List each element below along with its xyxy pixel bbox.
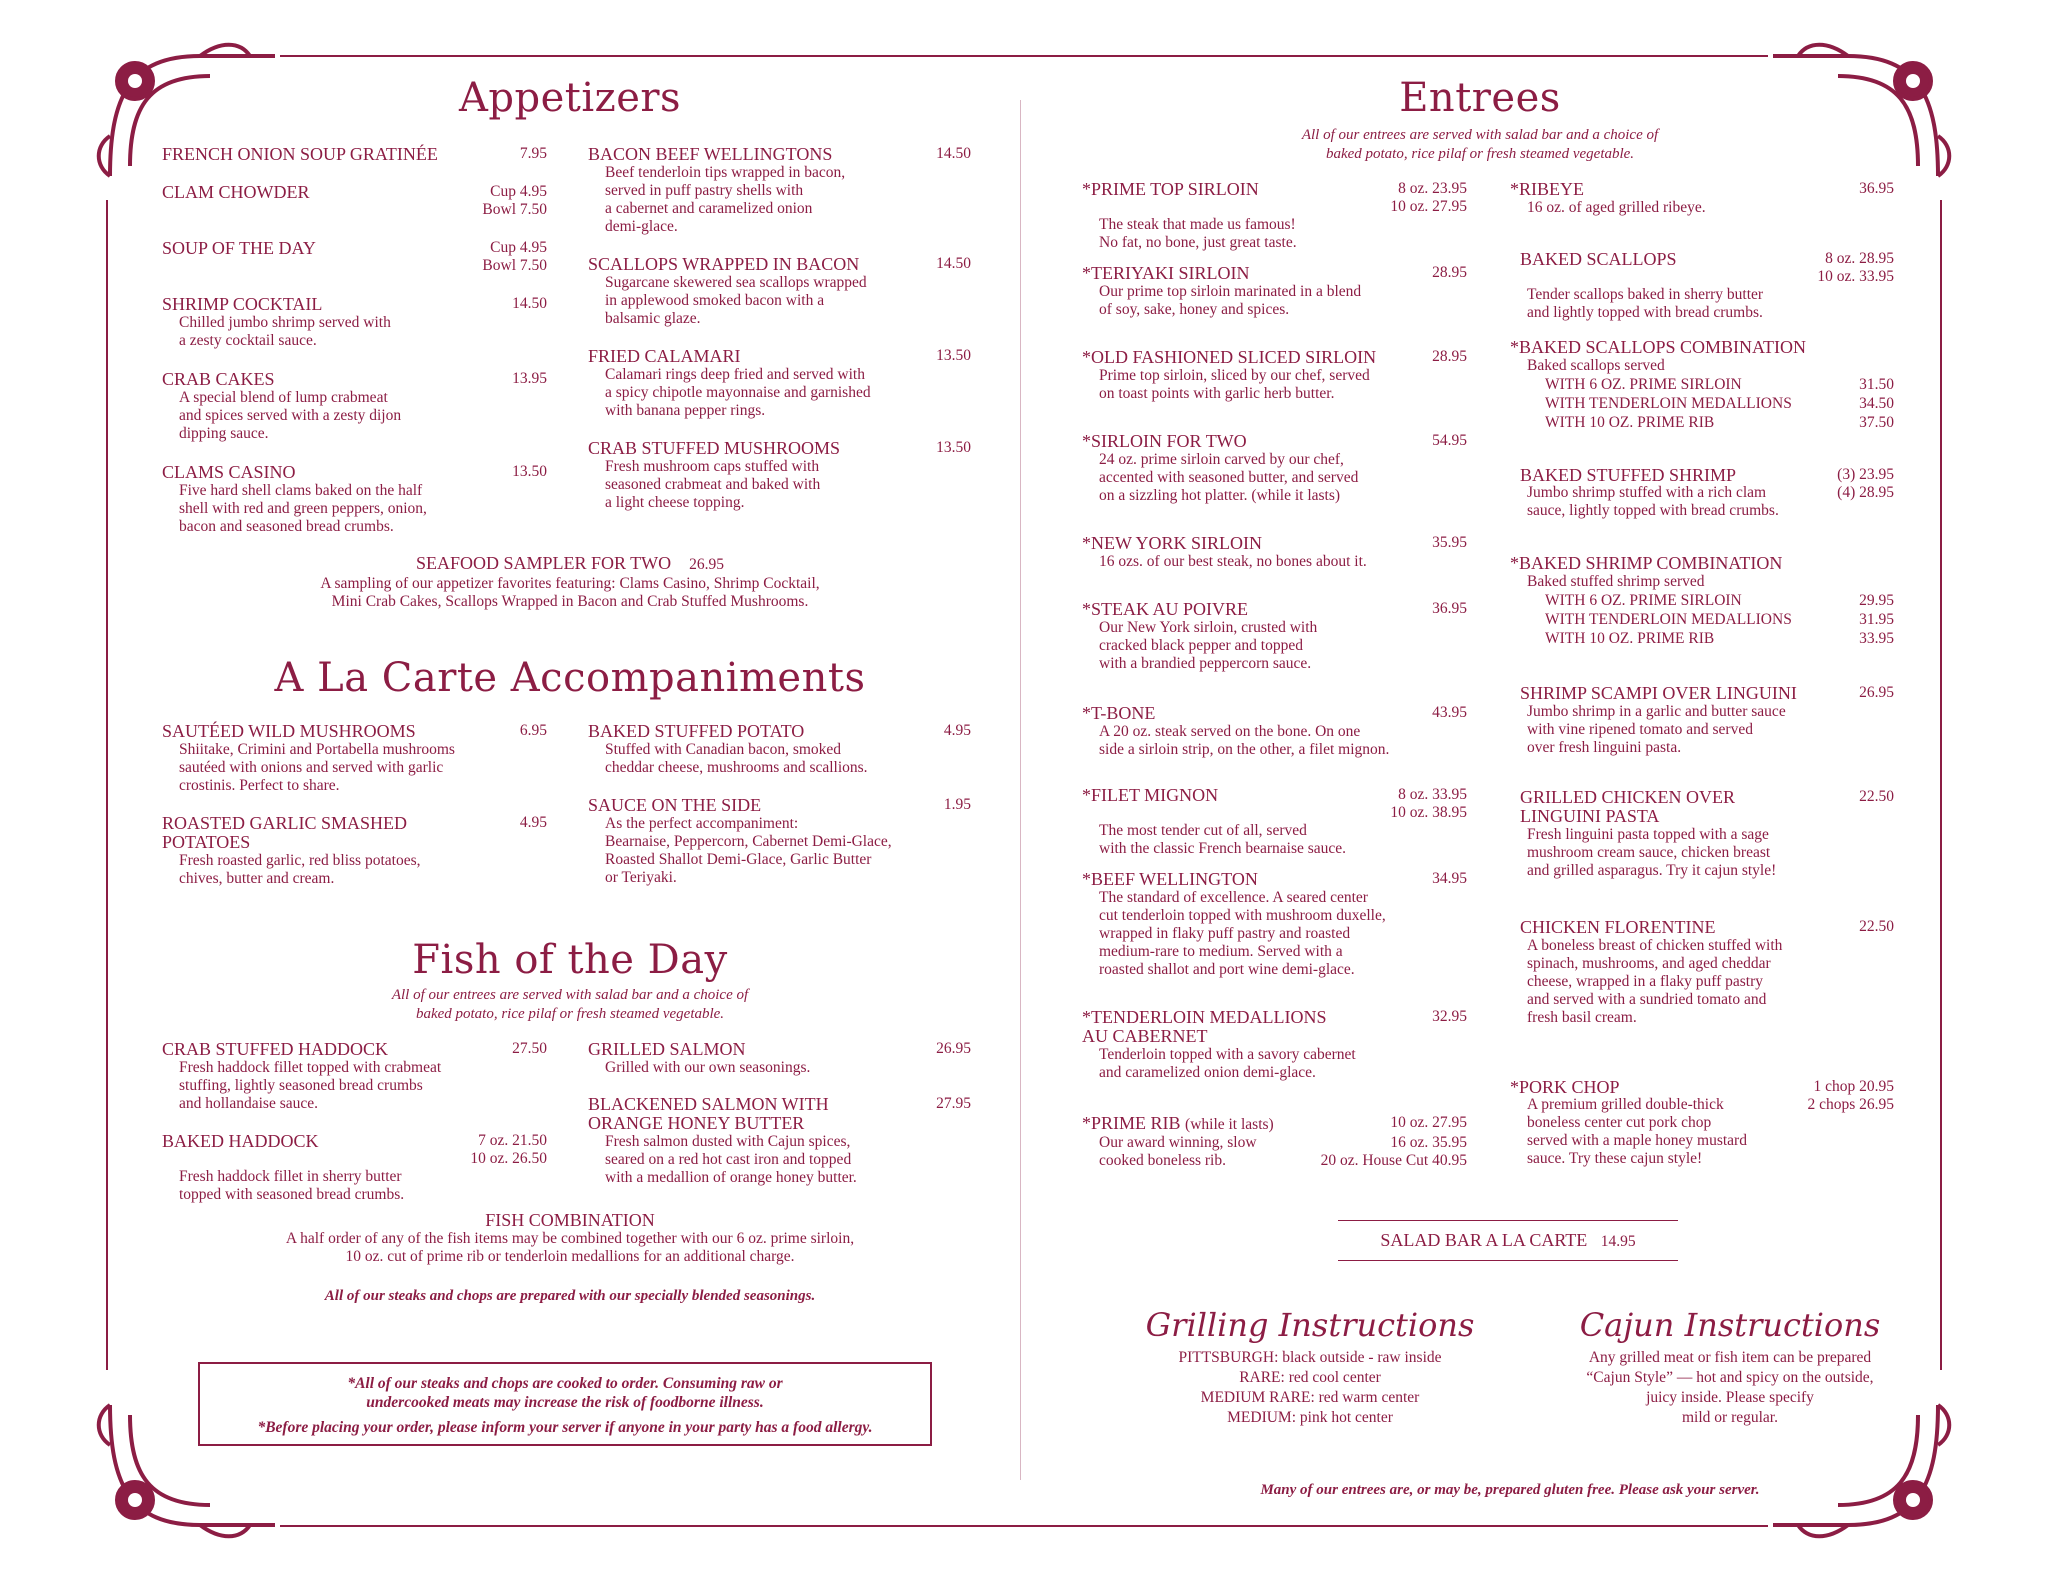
item-price: 22.50	[1859, 788, 1894, 805]
menu-item	[1082, 786, 1467, 858]
menu-item	[588, 796, 971, 887]
item-name: SOUP OF THE DAY	[162, 238, 316, 258]
menu-item	[1082, 264, 1467, 319]
item-description: Our New York sirloin, crusted with cracked black pepper and topped with a brandied peppercorn sauce.	[1099, 619, 1318, 672]
combo-option-price: 31.50	[1859, 376, 1894, 393]
item-name-text: *PRIME RIB	[1082, 1113, 1181, 1133]
item-price: 34.95	[1432, 870, 1467, 887]
item-description: Fresh haddock fillet topped with crabmeat stuffing, lightly seasoned bread crumbs and hollandaise sauce.	[179, 1059, 442, 1112]
bottom-border-rule	[280, 1525, 1768, 1527]
item-price: 14.50	[936, 145, 971, 162]
left-border-rule	[106, 200, 108, 1370]
item-name: CLAMS CASINO	[162, 462, 296, 482]
item-price: 7 oz. 21.50 10 oz. 26.50	[470, 1132, 547, 1167]
item-description: Fresh haddock fillet in sherry butter topped with seasoned bread crumbs.	[179, 1168, 405, 1203]
item-name: *BAKED SHRIMP COMBINATION	[1510, 553, 1783, 573]
menu-item	[588, 722, 971, 777]
item-name: CRAB STUFFED HADDOCK	[162, 1039, 389, 1059]
salad-bar-price: 14.95	[1600, 1233, 1636, 1250]
combo-option-price: 34.50	[1859, 395, 1894, 412]
item-name: *TERIYAKI SIRLOIN	[1082, 263, 1250, 283]
menu-item	[1520, 918, 1894, 1027]
item-price: 35.95	[1432, 534, 1467, 551]
item-name: BACON BEEF WELLINGTONS	[588, 144, 833, 164]
item-description: A special blend of lump crabmeat and spices served with a zesty dijon dipping sauce.	[179, 389, 402, 442]
item-description: The steak that made us famous! No fat, no bone, just great taste.	[1099, 216, 1297, 251]
grilling-line: RARE: red cool center	[1239, 1369, 1381, 1386]
menu-item	[162, 814, 547, 888]
item-price: 14.50	[936, 255, 971, 272]
salad-bar-label: SALAD BAR A LA CARTE	[1380, 1230, 1588, 1250]
item-name: SCALLOPS WRAPPED IN BACON	[588, 254, 860, 274]
salad-bar	[1338, 1230, 1678, 1252]
item-price: 8 oz. 33.95 10 oz. 38.95	[1390, 786, 1467, 821]
menu-item	[1510, 1078, 1894, 1168]
menu-item	[1510, 180, 1894, 217]
item-price: 8 oz. 28.95 10 oz. 33.95	[1817, 250, 1894, 285]
item-name: *SIRLOIN FOR TWO	[1082, 431, 1247, 451]
item-description: Baked scallops served	[1527, 357, 1665, 374]
item-description: Stuffed with Canadian bacon, smoked cheddar cheese, mushrooms and scallions.	[605, 741, 868, 776]
combo-option-label: WITH 6 OZ. PRIME SIRLOIN	[1545, 592, 1742, 609]
top-border-rule	[280, 55, 1768, 57]
item-description: Five hard shell clams baked on the half shell with red and green peppers, onion, bacon and seasoned bread crumbs.	[179, 482, 427, 535]
combo-option-price: 37.50	[1859, 414, 1894, 431]
item-description: A sampling of our appetizer favorites featuring: Clams Casino, Shrimp Cocktail, Mini Crab Cakes, Scallops Wrapped in Bacon and Crab Stuffed Mushrooms.	[320, 575, 820, 610]
item-name: *RIBEYE	[1510, 179, 1584, 199]
combo-option	[1545, 394, 1894, 413]
item-name: *OLD FASHIONED SLICED SIRLOIN	[1082, 347, 1377, 367]
item-name: *FILET MIGNON	[1082, 785, 1219, 805]
item-description: Baked stuffed shrimp served	[1527, 573, 1705, 590]
salad-bar-top-rule	[1338, 1220, 1678, 1221]
menu-item	[1082, 432, 1467, 505]
item-name-note: (while it lasts)	[1185, 1116, 1274, 1133]
menu-item	[1082, 1114, 1467, 1170]
item-description: Beef tenderloin tips wrapped in bacon, served in puff pastry shells with a cabernet and caramelized onion demi-glace.	[605, 164, 846, 235]
item-name: *BAKED SCALLOPS COMBINATION	[1510, 337, 1807, 357]
menu-item	[162, 145, 547, 164]
item-name: BAKED SCALLOPS	[1520, 249, 1677, 269]
warning-line: *Before placing your order, please inform your server if anyone in your party has a food allergy.	[257, 1419, 873, 1436]
item-price: 13.50	[936, 439, 971, 456]
combo-option-label: WITH TENDERLOIN MEDALLIONS	[1545, 395, 1792, 412]
item-name: *NEW YORK SIRLOIN	[1082, 533, 1262, 553]
combo-option-price: 29.95	[1859, 592, 1894, 609]
menu-item	[588, 1095, 971, 1187]
item-price: 8 oz. 23.95 10 oz. 27.95	[1390, 180, 1467, 215]
seasoning-note: All of our steaks and chops are prepared with our specially blended seasonings.	[324, 1288, 816, 1304]
item-description: 16 oz. of aged grilled ribeye.	[1527, 199, 1706, 216]
item-name: SHRIMP SCAMPI OVER LINGUINI	[1520, 683, 1797, 703]
entrees-title: Entrees	[1399, 75, 1561, 121]
grilling-lines	[1130, 1348, 1490, 1428]
item-name: BAKED HADDOCK	[162, 1131, 319, 1151]
item-name: *T-BONE	[1082, 703, 1156, 723]
alacarte-title: A La Carte Accompaniments	[274, 655, 866, 701]
menu-item	[162, 463, 547, 536]
item-price: 28.95	[1432, 264, 1467, 281]
item-description: Jumbo shrimp in a garlic and butter sauce with vine ripened tomato and served over fresh linguini pasta.	[1527, 703, 1786, 756]
fish-combination	[190, 1210, 950, 1266]
item-price: 32.95	[1432, 1008, 1467, 1025]
item-price: 1 chop 20.95 2 chops 26.95	[1807, 1078, 1894, 1113]
combo-option	[1545, 629, 1894, 648]
item-description: Our prime top sirloin marinated in a blend of soy, sake, honey and spices.	[1099, 283, 1362, 318]
item-price: 13.95	[512, 370, 547, 387]
menu-item	[162, 722, 547, 795]
item-description: 24 oz. prime sirloin carved by our chef, accented with seasoned butter, and served on a sizzling hot platter. (while it lasts)	[1099, 451, 1359, 504]
item-description: Fresh linguini pasta topped with a sage mushroom cream sauce, chicken breast and grilled asparagus. Try it cajun style!	[1527, 826, 1777, 879]
center-divider-rule	[1020, 100, 1021, 1480]
item-description: Grilled with our own seasonings.	[605, 1059, 811, 1076]
menu-item	[1520, 466, 1894, 520]
combo-option-label: WITH 10 OZ. PRIME RIB	[1545, 630, 1715, 647]
item-name: BLACKENED SALMON WITH ORANGE HONEY BUTTER	[588, 1094, 829, 1133]
menu-item	[588, 347, 971, 420]
item-price: Cup 4.95 Bowl 7.50	[482, 239, 547, 274]
item-description: Prime top sirloin, sliced by our chef, served on toast points with garlic herb butter.	[1099, 367, 1370, 402]
menu-item	[162, 1132, 547, 1204]
item-name: *TENDERLOIN MEDALLIONS AU CABERNET	[1082, 1007, 1327, 1046]
combo-option-label: WITH TENDERLOIN MEDALLIONS	[1545, 611, 1792, 628]
item-name: CHICKEN FLORENTINE	[1520, 917, 1716, 937]
item-price: 26.95	[936, 1040, 971, 1057]
item-price: 14.50	[512, 295, 547, 312]
gluten-free-note: Many of our entrees are, or may be, prepared gluten free. Please ask your server.	[1260, 1482, 1760, 1498]
item-name	[1082, 1114, 1274, 1134]
item-price: 26.95	[1859, 684, 1894, 701]
warning-line: *All of our steaks and chops are cooked to order. Consuming raw or undercooked meats may increase the risk of foodborne illness.	[347, 1375, 783, 1411]
menu-item	[162, 1040, 547, 1113]
combo-option-label: WITH 6 OZ. PRIME SIRLOIN	[1545, 376, 1742, 393]
item-description: The most tender cut of all, served with the classic French bearnaise sauce.	[1099, 822, 1347, 857]
item-description: Our award winning, slow cooked boneless rib.	[1099, 1134, 1257, 1169]
item-price: 27.95	[936, 1095, 971, 1112]
item-name: *STEAK AU POIVRE	[1082, 599, 1249, 619]
item-price: Cup 4.95 Bowl 7.50	[482, 183, 547, 218]
item-name: FRENCH ONION SOUP GRATINÉE	[162, 144, 438, 164]
item-description: Tender scallops baked in sherry butter and lightly topped with bread crumbs.	[1527, 286, 1764, 321]
item-price: 16 oz. 35.95	[1390, 1134, 1467, 1151]
item-price: 4.95	[943, 722, 971, 739]
cajun-title: Cajun Instructions	[1579, 1306, 1881, 1344]
item-name: BAKED STUFFED POTATO	[588, 721, 805, 741]
item-description: As the perfect accompaniment: Bearnaise, Peppercorn, Cabernet Demi-Glace, Roasted Shallot Demi-Glace, Garlic Butter or Teriyaki.	[605, 815, 892, 886]
item-description: Calamari rings deep fried and served with a spicy chipotle mayonnaise and garnished with banana pepper rings.	[605, 366, 871, 419]
menu-item	[162, 183, 547, 219]
menu-item	[1082, 1008, 1467, 1082]
combo-option-label: WITH 10 OZ. PRIME RIB	[1545, 414, 1715, 431]
item-price: 13.50	[936, 347, 971, 364]
item-price: 43.95	[1432, 704, 1467, 721]
item-description: 16 ozs. of our best steak, no bones about it.	[1099, 553, 1367, 570]
item-name: FRIED CALAMARI	[588, 346, 741, 366]
food-safety-warning	[198, 1362, 932, 1446]
menu-item	[588, 145, 971, 236]
menu-item	[1520, 684, 1894, 757]
item-description: A 20 oz. steak served on the bone. On one side a sirloin strip, on the other, a filet mignon.	[1099, 723, 1390, 758]
item-price: 7.95	[519, 145, 547, 162]
item-price: (3) 23.95 (4) 28.95	[1837, 466, 1894, 501]
item-description: Shiitake, Crimini and Portabella mushrooms sautéed with onions and served with garlic crostinis. Perfect to share.	[179, 741, 455, 794]
item-description: A boneless breast of chicken stuffed with spinach, mushrooms, and aged cheddar cheese, wrapped in a flaky puff pastry and served with a sundried tomato and fresh basil cream.	[1527, 937, 1783, 1026]
item-name: CRAB STUFFED MUSHROOMS	[588, 438, 841, 458]
menu-item	[588, 439, 971, 512]
item-description: Fresh mushroom caps stuffed with seasoned crabmeat and baked with a light cheese topping.	[605, 458, 821, 511]
fish-subtitle: All of our entrees are served with salad bar and a choice of baked potato, rice pilaf or fresh steamed vegetable.	[391, 987, 749, 1022]
item-name: SAUCE ON THE SIDE	[588, 795, 762, 815]
grilling-line: MEDIUM RARE: red warm center	[1200, 1389, 1420, 1406]
right-border-rule	[1940, 200, 1942, 1370]
cajun-text: Any grilled meat or fish item can be prepared “Cajun Style” — hot and spicy on the outside, juicy inside. Please specify mild or regular.	[1586, 1349, 1874, 1426]
menu-item	[1520, 250, 1894, 322]
item-price: 22.50	[1859, 918, 1894, 935]
menu-item	[1082, 180, 1467, 252]
fish-title: Fish of the Day	[412, 937, 728, 983]
menu-item	[1082, 704, 1467, 759]
item-name: *PRIME TOP SIRLOIN	[1082, 179, 1259, 199]
menu-item	[162, 370, 547, 443]
item-name: SHRIMP COCKTAIL	[162, 294, 323, 314]
grilling-title: Grilling Instructions	[1145, 1306, 1475, 1344]
menu-item	[162, 239, 547, 275]
menu-item	[162, 295, 547, 350]
item-description: A half order of any of the fish items may be combined together with our 6 oz. prime sirloin, 10 oz. cut of prime rib or tenderloin medallions for an additional charge.	[285, 1230, 855, 1265]
salad-bar-bottom-rule	[1338, 1260, 1678, 1261]
combo-option	[1545, 375, 1894, 394]
item-name: ROASTED GARLIC SMASHED POTATOES	[162, 813, 408, 852]
item-price: 13.50	[512, 463, 547, 480]
combo-option	[1545, 591, 1894, 610]
item-description: The standard of excellence. A seared center cut tenderloin topped with mushroom duxelle, wrapped in flaky puff pastry and roasted medium-rare to medium. Served with a roasted shallot and port wine demi-glace.	[1099, 889, 1386, 978]
item-name: FISH COMBINATION	[485, 1210, 655, 1230]
combo-option-price: 33.95	[1859, 630, 1894, 647]
menu-item	[1082, 534, 1467, 571]
combo-option	[1545, 610, 1894, 629]
item-price: 36.95	[1859, 180, 1894, 197]
item-description: Jumbo shrimp stuffed with a rich clam sauce, lightly topped with bread crumbs.	[1527, 484, 1779, 519]
corner-ornament-icon	[1768, 36, 1958, 186]
menu-item	[1082, 870, 1467, 979]
menu-item	[1510, 338, 1894, 432]
menu-item	[1520, 788, 1894, 880]
item-price: 54.95	[1432, 432, 1467, 449]
combo-options	[1510, 375, 1894, 432]
item-name: GRILLED CHICKEN OVER LINGUINI PASTA	[1520, 787, 1735, 826]
menu-item	[588, 1040, 971, 1077]
menu-item	[1510, 554, 1894, 648]
combo-option	[1545, 413, 1894, 432]
item-price: 36.95	[1432, 600, 1467, 617]
item-name: BAKED STUFFED SHRIMP	[1520, 465, 1737, 485]
item-price: 4.95	[519, 814, 547, 831]
item-name: *BEEF WELLINGTON	[1082, 869, 1258, 889]
combo-option-price: 31.95	[1859, 611, 1894, 628]
combo-options	[1510, 591, 1894, 648]
menu-item	[1082, 348, 1467, 403]
seafood-sampler	[230, 553, 910, 611]
item-price: 20 oz. House Cut 40.95	[1320, 1152, 1467, 1169]
item-price: 28.95	[1432, 348, 1467, 365]
item-description: A premium grilled double-thick boneless center cut pork chop served with a maple honey mustard sauce. Try these cajun style!	[1527, 1096, 1747, 1167]
menu-item	[1082, 600, 1467, 673]
item-description: Sugarcane skewered sea scallops wrapped in applewood smoked bacon with a balsamic glaze.	[605, 274, 867, 327]
item-name: SAUTÉED WILD MUSHROOMS	[162, 721, 416, 741]
item-description: Fresh salmon dusted with Cajun spices, seared on a red hot cast iron and topped with a medallion of orange honey butter.	[605, 1133, 857, 1186]
item-name: SEAFOOD SAMPLER FOR TWO	[415, 553, 672, 573]
grilling-line: PITTSBURGH: black outside - raw inside	[1178, 1349, 1442, 1366]
item-price: 27.50	[512, 1040, 547, 1057]
item-price: 10 oz. 27.95	[1390, 1114, 1467, 1131]
item-price: 6.95	[519, 722, 547, 739]
item-price: 1.95	[943, 796, 971, 813]
item-name: CRAB CAKES	[162, 369, 275, 389]
item-description: Chilled jumbo shrimp served with a zesty cocktail sauce.	[179, 314, 391, 349]
item-description: Fresh roasted garlic, red bliss potatoes, chives, butter and cream.	[179, 852, 421, 887]
entrees-subtitle: All of our entrees are served with salad bar and a choice of baked potato, rice pilaf or fresh steamed vegetable.	[1301, 127, 1659, 162]
item-name: GRILLED SALMON	[588, 1039, 746, 1059]
appetizers-title: Appetizers	[458, 75, 682, 121]
item-name: *PORK CHOP	[1510, 1077, 1620, 1097]
item-price: 26.95	[689, 556, 725, 573]
grilling-line: MEDIUM: pink hot center	[1227, 1409, 1393, 1426]
menu-item	[588, 255, 971, 328]
item-description: Tenderloin topped with a savory cabernet and caramelized onion demi-glace.	[1099, 1046, 1356, 1081]
item-name: CLAM CHOWDER	[162, 182, 310, 202]
